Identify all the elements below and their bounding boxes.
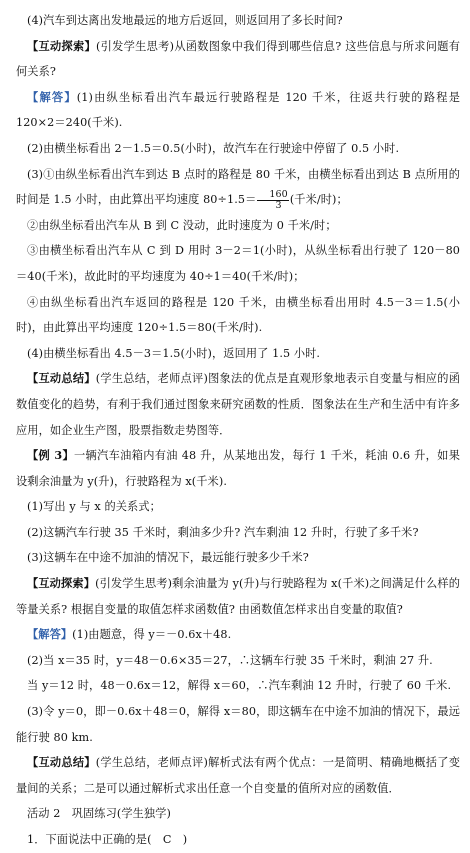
summary-text: (学生总结，老师点评)图象法的优点是直观形象地表示自变量与相应的函数值变化的趋势，有利于我们通过图象来研究函数的性质．图象法在生产和生活中有许多应用，如企业生产图，股票指数走势图等． <box>16 372 461 437</box>
answer-text: (1)由纵坐标看出汽车最远行驶路程是 120 千米，往返共行驶的路程是 120×2＝240(千米). <box>16 90 460 130</box>
interactive-explore-1 <box>16 34 460 85</box>
question-4: (4)汽车到达离出发地最远的地方后返回，则返回用了多长时间? <box>27 14 343 27</box>
summary-tag: 【互动总结】 <box>27 371 96 386</box>
example-3 <box>16 443 460 494</box>
example-tag: 【例 3】 <box>27 448 74 463</box>
answer-b3: (3)令 y＝0，即－0.6x＋48＝0，解得 x＝80，即这辆车在中途不加油的情况下，最远能行驶 80 km. <box>16 705 460 744</box>
practice-question-1: 1．下面说法中正确的是( C ) <box>27 833 188 846</box>
answer-2: (2)由横坐标看出 2－1.5＝0.5(小时)，故汽车在行驶途中停留了 0.5 小时. <box>27 141 400 155</box>
answer-4: (4)由横坐标看出 4.5－3＝1.5(小时)，返回用了 1.5 小时. <box>27 346 321 360</box>
answer-tag: 【解答】 <box>27 627 73 642</box>
answer-text: (1)由题意，得 y＝－0.6x＋48. <box>72 628 232 642</box>
answer-b1 <box>16 622 460 648</box>
answer-3-4: ④由纵坐标看出汽车返回的路程是 120 千米，由横坐标看出用时 4.5－3＝1.5(小时)，由此算出平均速度 120÷1.5＝80(千米/时). <box>16 295 460 335</box>
answer-tag: 【解答】 <box>27 89 77 104</box>
answer-1 <box>16 85 460 136</box>
example-3-q3: (3)这辆车在中途不加油的情况下，最远能行驶多少千米? <box>27 551 309 565</box>
answer-b2-cont: 当 y＝12 时，48－0.6x＝12，解得 x＝60，∴汽车剩油 12 升时，行驶了 60 千米. <box>27 679 452 693</box>
summary-text: (学生总结，老师点评)解析式法有两个优点：一是简明、精确地概括了变量间的关系；二是可以通过解析式求出任意一个自变量的值所对应的函数值． <box>16 756 461 795</box>
interactive-explore-2 <box>16 571 460 622</box>
example-text: 一辆汽车油箱内有油 48 升，从某地出发，每行 1 千米，耗油 0.6 升，如果设剩余油量为 y(升)，行驶路程为 x(千米). <box>16 449 460 488</box>
interactive-summary-1 <box>16 366 460 443</box>
answer-3-1-unit: (千米/时)； <box>289 193 348 207</box>
example-3-q1: (1)写出 y 与 x 的关系式； <box>27 500 161 514</box>
document-page <box>16 8 460 853</box>
explore-text: (引发学生思考)剩余油量为 y(升)与行驶路程为 x(千米)之间满足什么样的等量关系? 根据自变量的取值怎样求函数值? 由函数值怎样求出自变量的取值? <box>16 577 460 616</box>
explore-text: (引发学生思考)从函数图象中我们得到哪些信息? 这些信息与所求问题有何关系? <box>16 39 460 79</box>
answer-3-2: ②由纵坐标看出汽车从 B 到 C 没动，此时速度为 0 千米/时； <box>27 218 337 232</box>
answer-3-1 <box>16 162 460 213</box>
answer-b2: (2)当 x＝35 时，y＝48－0.6×35＝27，∴这辆车行驶 35 千米时，剩油 27 升. <box>27 653 433 667</box>
answer-3-1-text: (3)①由纵坐标看出汽车到达 B 点时的路程是 80 千米，由横坐标看出到达 B 点所用的时间是 1.5 小时，由此算出平均速度 80÷1.5＝ <box>16 167 460 207</box>
interactive-summary-2 <box>16 750 460 801</box>
example-3-q2: (2)这辆汽车行驶 35 千米时，剩油多少升? 汽车剩油 12 升时，行驶了多千米? <box>27 525 419 539</box>
fraction <box>257 190 288 211</box>
explore-tag: 【互动探索】 <box>27 576 96 591</box>
fraction-denominator: 3 <box>275 199 282 211</box>
fraction-numerator: 160 <box>257 190 288 201</box>
summary-tag: 【互动总结】 <box>27 755 96 770</box>
explore-tag: 【互动探索】 <box>27 38 96 53</box>
answer-3-3: ③由横坐标看出汽车从 C 到 D 用时 3－2＝1(小时)，从纵坐标看出行驶了 120－80＝40(千米)，故此时的平均速度为 40÷1＝40(千米/时)； <box>16 244 460 283</box>
activity-2-heading: 活动 2 巩固练习(学生独学) <box>27 807 171 821</box>
